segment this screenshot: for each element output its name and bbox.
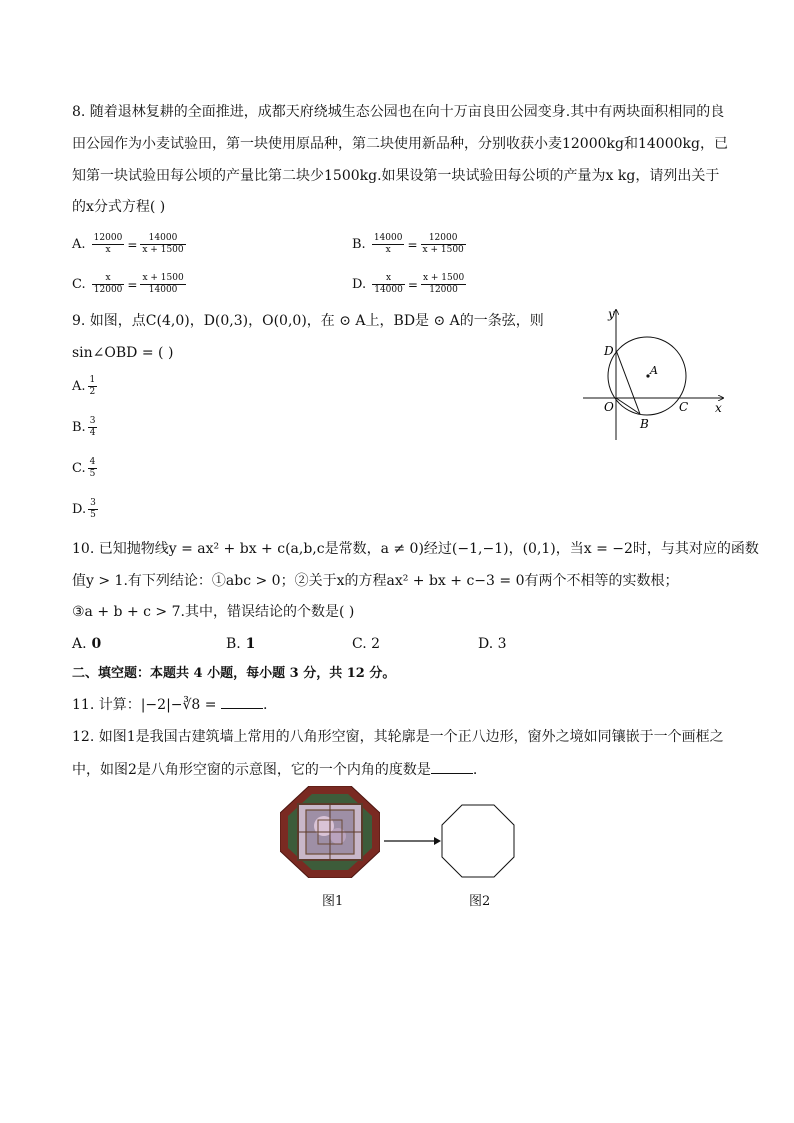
- fraction: $\frac{12000}{x + 1500}$: [422, 233, 464, 255]
- segment-ob: [616, 398, 640, 414]
- label-d: D: [604, 344, 614, 358]
- q12-line-2: 中，如图2是八角形空窗的示意图，它的一个内角的度数是 .: [72, 759, 477, 780]
- fraction: $\frac{x + 1500}{12000}$: [422, 273, 465, 295]
- fraction: $\frac{x}{12000}$: [93, 273, 123, 295]
- label-a: A: [650, 364, 658, 377]
- q8-option-a[interactable]: A. $\frac{12000}{x}$ = $\frac{14000}{x + 1500}$: [72, 233, 184, 255]
- label-x: x: [715, 401, 722, 415]
- figure-1-caption: 图1: [322, 894, 344, 909]
- arrow-right-icon: [382, 834, 442, 848]
- q10-option-a[interactable]: A. 0: [72, 636, 102, 652]
- q8-option-b[interactable]: B. $\frac{14000}{x}$ = $\frac{12000}{x + 1500}$: [352, 233, 464, 255]
- regular-octagon-diagram: [440, 803, 516, 879]
- q9-line-2: sin∠OBD = ( ): [72, 345, 174, 361]
- octagonal-window-image: [280, 786, 380, 878]
- fraction: $\frac{14000}{x + 1500}$: [142, 233, 184, 255]
- fraction: $\frac{12000}{x}$: [93, 233, 123, 255]
- q11-line: 11. 计算：|−2|−∛8 = .: [72, 694, 267, 715]
- fraction: $\frac{4}{5}$: [89, 457, 96, 479]
- fraction: $\frac{x}{14000}$: [374, 273, 403, 295]
- q8-option-c[interactable]: C. $\frac{x}{12000}$ = $\frac{x + 1500}{14000}$: [72, 273, 184, 295]
- answer-blank[interactable]: [431, 759, 473, 774]
- label-o: O: [604, 400, 614, 414]
- q9-circle-figure: [578, 304, 728, 442]
- q10-line-2: 值y > 1.有下列结论：①abc > 0；②关于x的方程ax² + bx + c−3 = 0有两个不相等的实数根；: [72, 573, 679, 589]
- q10-option-d[interactable]: D. 3: [478, 636, 507, 652]
- q9-option-a[interactable]: A. $\frac{1}{2}$: [72, 375, 96, 397]
- label-y: y: [608, 307, 615, 321]
- fraction: $\frac{x + 1500}{14000}$: [142, 273, 184, 295]
- q9-option-b[interactable]: B. $\frac{3}{4}$: [72, 416, 96, 438]
- section-2-heading: 二、填空题：本题共 4 小题，每小题 3 分，共 12 分。: [72, 666, 396, 681]
- q9-option-c[interactable]: C. $\frac{4}{5}$: [72, 457, 96, 479]
- q9-line-1: 9. 如图，点C(4,0)，D(0,3)，O(0,0)，在 ⊙ A上，BD是 ⊙ A的一条弦，则: [72, 313, 544, 329]
- label-b: B: [640, 417, 649, 431]
- label-c: C: [679, 400, 689, 414]
- fraction: $\frac{3}{4}$: [89, 416, 96, 438]
- figure-2-caption: 图2: [469, 894, 491, 909]
- q8-option-d[interactable]: D. $\frac{x}{14000}$ = $\frac{x + 1500}{12000}$: [352, 273, 465, 295]
- q8-line-4: 的x分式方程( ): [72, 199, 166, 215]
- q8-line-2: 田公园作为小麦试验田，第一块使用原品种，第二块使用新品种，分别收获小麦12000kg和14000kg，已: [72, 136, 728, 152]
- q8-line-3: 知第一块试验田每公顷的产量比第二块少1500kg.如果设第一块试验田每公顷的产量为x kg，请列出关于: [72, 168, 720, 184]
- q12-line-1: 12. 如图1是我国古建筑墙上常用的八角形空窗，其轮廓是一个正八边形，窗外之境如同镶嵌于一个画框之: [72, 729, 724, 745]
- q10-line-1: 10. 已知抛物线y = ax² + bx + c(a,b,c是常数，a ≠ 0)经过(−1,−1)，(0,1)，当x = −2时，与其对应的函数: [72, 541, 759, 557]
- fraction: $\frac{14000}{x}$: [373, 233, 403, 255]
- q10-option-c[interactable]: C. 2: [352, 636, 381, 652]
- q8-line-1: 8. 随着退林复耕的全面推进，成都天府绕城生态公园也在向十万亩良田公园变身.其中有两块面积相同的良: [72, 104, 725, 120]
- answer-blank[interactable]: [221, 694, 263, 709]
- fraction: $\frac{3}{5}$: [90, 498, 96, 520]
- q9-option-d[interactable]: D. $\frac{3}{5}$: [72, 498, 96, 520]
- q10-line-3: ③a + b + c > 7.其中，错误结论的个数是( ): [72, 604, 355, 620]
- q10-option-b[interactable]: B. 1: [226, 636, 256, 652]
- fraction: $\frac{1}{2}$: [89, 375, 96, 397]
